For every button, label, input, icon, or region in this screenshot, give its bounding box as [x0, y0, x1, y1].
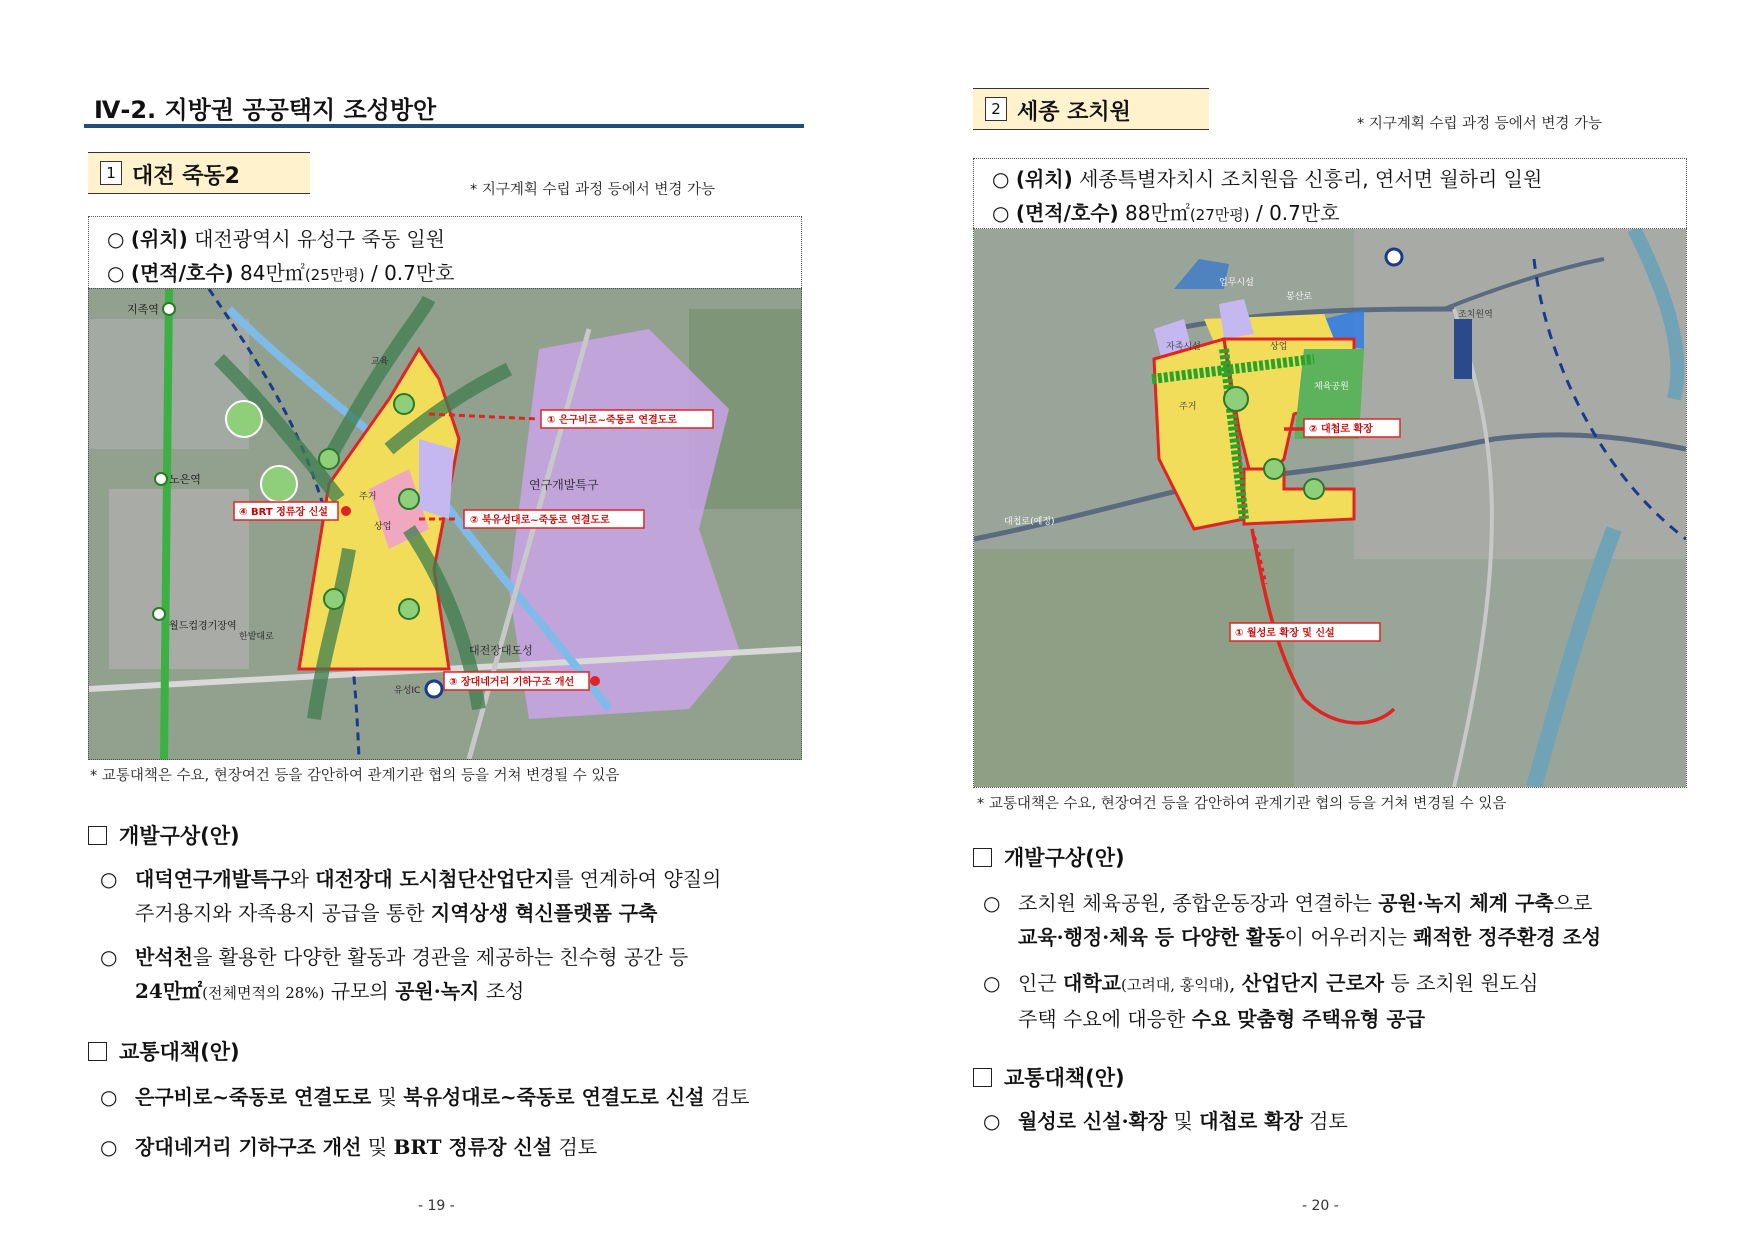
chapter-title: Ⅳ-2. 지방권 공공택지 조성방안	[94, 96, 437, 124]
plan-change-note: * 지구계획 수립 과정 등에서 변경 가능	[470, 182, 716, 198]
daejeon-site-map	[88, 288, 802, 760]
text: 규모의	[324, 979, 396, 1003]
text-bold: 대전장대 도시첨단산업단지	[315, 867, 555, 891]
bullet-symbol: ○	[100, 867, 118, 891]
text: 인근	[1018, 971, 1063, 995]
bullet-symbol: ○	[100, 1085, 118, 1109]
text: ,	[1229, 971, 1242, 995]
text-bold: 대학교	[1063, 971, 1121, 995]
traffic-heading	[973, 1062, 1125, 1092]
checkbox-square-icon	[88, 826, 107, 845]
area-value-units: / 0.7만호	[1255, 201, 1340, 225]
map-label-district2: 대전장대도성	[469, 644, 533, 657]
checkbox-square-icon	[88, 1042, 107, 1061]
traffic-caption: * 교통대책은 수요, 현장여건 등을 감안하여 관계기관 협의 등을 거쳐 변경될 수 있음	[977, 796, 1507, 812]
text-bold: BRT 정류장 신설	[393, 1135, 553, 1159]
text: 검토	[704, 1085, 750, 1109]
area-value-paren: (25만평)	[304, 266, 365, 284]
callout-road3-text: ③ 장대네거리 기하구조 개선	[449, 677, 575, 688]
section-title: 세종 조치원	[1017, 100, 1131, 125]
text-bold: 수요 맞춤형 주택유형 공급	[1191, 1007, 1426, 1031]
bullet-symbol: ○	[100, 1135, 118, 1159]
section-number: 2	[985, 97, 1007, 121]
bullet-symbol: ○	[107, 227, 125, 251]
map-label-station1: 지족역	[127, 303, 159, 316]
area-value-paren: (27만평)	[1189, 206, 1250, 224]
text: 및	[371, 1085, 404, 1109]
callout-road1-text: ① 은구비로~죽동로 연결도로	[547, 415, 678, 426]
site-info-box	[973, 158, 1687, 230]
location-line	[992, 163, 1542, 192]
text: 주거용지와 자족용지 공급을 통한	[135, 901, 431, 925]
callout-road2	[1304, 419, 1400, 437]
chapter-title-bar	[84, 84, 804, 128]
text-bold: 장대네거리 기하구조 개선	[135, 1135, 362, 1159]
text: 주택 수요에 대응한	[1018, 1007, 1192, 1031]
callout-road4-text: ④ BRT 정류장 신설	[239, 507, 328, 518]
traffic-heading	[88, 1036, 240, 1066]
text: 이 어우러지는	[1284, 925, 1414, 949]
page-number: - 20 -	[1302, 1198, 1339, 1214]
text-bold: 산업단지 근로자	[1241, 971, 1385, 995]
map-label-zone-edu: 교육	[371, 357, 389, 367]
map-label-station2: 노은역	[169, 473, 201, 486]
text-bold: 북유성대로~죽동로 연결도로 신설	[403, 1085, 705, 1109]
callout-road4	[234, 502, 338, 520]
sejong-site-map	[973, 228, 1687, 788]
bullet-symbol: ○	[100, 945, 118, 969]
bullet-symbol: ○	[992, 201, 1010, 225]
map-label-zone-res: 주거	[1179, 402, 1197, 412]
text: 조치원 체육공원, 종합운동장과 연결하는	[1018, 891, 1379, 915]
map-label-district: 연구개발특구	[529, 478, 599, 492]
text: 검토	[1302, 1109, 1348, 1133]
map-label-bongsan: 봉산로	[1286, 292, 1313, 302]
map-label-zone-biz: 업무시설	[1219, 278, 1254, 288]
map-label-station3: 월드컵경기장역	[169, 621, 237, 632]
area-value-main: 84만㎡	[240, 261, 305, 285]
dev-heading	[88, 820, 240, 850]
text-bold: 지역상생 혁신플랫폼 구축	[430, 901, 658, 925]
text-small: (전체면적의 28%)	[202, 984, 325, 1002]
text-small: (고려대, 홍익대)	[1120, 976, 1230, 994]
checkbox-square-icon	[973, 1068, 992, 1087]
area-line	[992, 197, 1340, 226]
text-bold: 쾌적한 정주환경 조성	[1413, 925, 1602, 949]
map-label-zone-com: 상업	[1270, 342, 1288, 352]
right-page	[877, 0, 1754, 1240]
text-bold: 대첩로 확장	[1199, 1109, 1303, 1133]
map-label-zone-com: 상업	[374, 522, 392, 532]
callout-road2	[464, 510, 644, 528]
section-number: 1	[100, 161, 122, 185]
text: 등 조치원 원도심	[1384, 971, 1539, 995]
checkbox-square-icon	[973, 848, 992, 867]
dev-heading-text: 개발구상(안)	[119, 824, 240, 848]
section-header-sejong	[973, 88, 1209, 130]
text-bold: 은구비로~죽동로 연결도로	[135, 1085, 372, 1109]
text-bold: 월성로 신설·확장	[1018, 1109, 1168, 1133]
callout-road2-text: ② 대첩로 확장	[1309, 424, 1373, 435]
daejeon-map-graphic	[89, 289, 801, 759]
text-bold: 교육·행정·체육 등 다양한 활동	[1018, 925, 1285, 949]
callout-road2-text: ② 북유성대로~죽동로 연결도로	[470, 515, 610, 526]
text: 을 활용한 다양한 활동과 경관을 제공하는 친수형 공간 등	[192, 945, 689, 969]
bullet-symbol: ○	[107, 261, 125, 285]
callout-road1	[541, 410, 713, 428]
map-label-jochiwon-st: 조치원역	[1458, 310, 1493, 320]
text-bold: 반석천	[135, 945, 193, 969]
area-line	[107, 257, 455, 286]
plan-change-note: * 지구계획 수립 과정 등에서 변경 가능	[1357, 116, 1603, 132]
text: 및	[1167, 1109, 1200, 1133]
text: 조성	[479, 979, 525, 1003]
location-value: 세종특별자치시 조치원읍 신흥리, 연서면 월하리 일원	[1079, 167, 1543, 191]
traffic-heading-text: 교통대책(안)	[1004, 1066, 1125, 1090]
bullet-symbol: ○	[983, 1109, 1001, 1133]
area-label: (면적/호수)	[1015, 201, 1119, 225]
section-title: 대전 죽동2	[132, 164, 240, 189]
location-label: (위치)	[130, 227, 188, 251]
text: 으로	[1553, 891, 1593, 915]
traffic-caption: * 교통대책은 수요, 현장여건 등을 감안하여 관계기관 협의 등을 거쳐 변경될 수 있음	[90, 768, 620, 784]
area-value-units: / 0.7만호	[370, 261, 455, 285]
bullet-symbol: ○	[983, 971, 1001, 995]
map-label-hanbat: 한밭대로	[239, 632, 274, 642]
map-label-zone-self: 자족시설	[1166, 342, 1201, 352]
text-bold: 공원·녹지	[395, 979, 480, 1003]
callout-road1	[1230, 623, 1380, 641]
text-bold: 24만㎡	[135, 979, 203, 1003]
site-info-box	[88, 216, 802, 290]
map-label-zone-sports: 체육공원	[1314, 382, 1349, 392]
bullet-symbol: ○	[992, 167, 1010, 191]
dev-heading-text: 개발구상(안)	[1004, 846, 1125, 870]
area-label: (면적/호수)	[130, 261, 234, 285]
location-label: (위치)	[1015, 167, 1073, 191]
location-value: 대전광역시 유성구 죽동 일원	[194, 227, 446, 251]
sejong-map-graphic	[974, 229, 1686, 787]
section-header-daejeon	[88, 152, 310, 194]
callout-road3	[444, 672, 589, 690]
page-number: - 19 -	[418, 1198, 455, 1214]
text: 를 연계하여 양질의	[554, 867, 722, 891]
map-label-daecheop: 대첩로(예정)	[1004, 517, 1055, 527]
traffic-heading-text: 교통대책(안)	[119, 1040, 240, 1064]
text: 와	[289, 867, 316, 891]
callout-road1-text: ① 월성로 확장 및 신설	[1235, 628, 1335, 639]
text-bold: 공원·녹지 체계 구축	[1378, 891, 1554, 915]
text-bold: 대덕연구개발특구	[135, 867, 290, 891]
map-label-yuseong-ic: 유성IC	[394, 686, 421, 696]
text: 및	[361, 1135, 394, 1159]
dev-heading	[973, 842, 1125, 872]
text: 검토	[552, 1135, 598, 1159]
area-value-main: 88만㎡	[1125, 201, 1190, 225]
map-label-zone-res: 주거	[359, 492, 377, 502]
location-line	[107, 223, 445, 252]
bullet-symbol: ○	[983, 891, 1001, 915]
